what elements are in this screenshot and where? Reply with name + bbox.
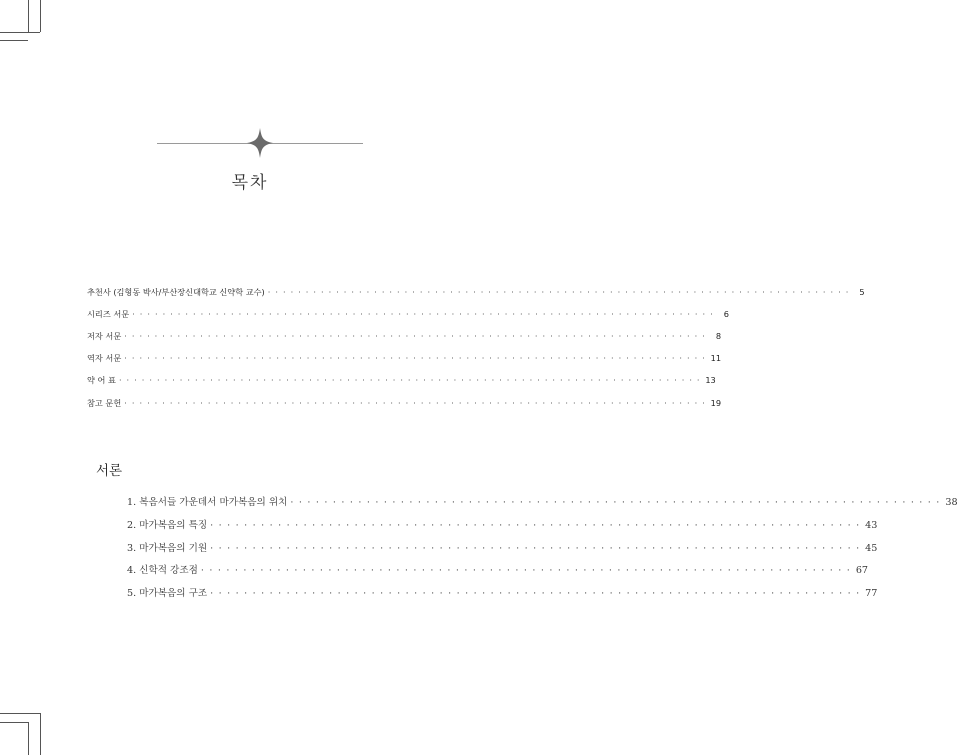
toc-entry-page: 13 xyxy=(705,375,716,385)
crop-mark-top-vertical-inner xyxy=(40,0,41,32)
toc-leader-dots: · · · · · · · · · · · · · · · · · · · · · · · · · · · · · · · · · · · · · · · · · · · · · · · · · · · · · · · · · · · · · · · · · · · · · · · · · · · · · xyxy=(210,588,861,599)
section-toc-entry[interactable] xyxy=(127,585,878,601)
title-ornament xyxy=(157,140,363,150)
toc-entry[interactable] xyxy=(87,287,865,301)
toc-entry[interactable] xyxy=(87,398,722,412)
toc-leader-dots: · · · · · · · · · · · · · · · · · · · · · · · · · · · · · · · · · · · · · · · · · · · · · · · · · · · · · · · · · · · · · · · · · · · · · · · · · · · · · xyxy=(290,497,941,508)
toc-entry-page: 19 xyxy=(710,398,722,408)
section-entry-page: 67 xyxy=(855,565,869,576)
section-toc-entry[interactable] xyxy=(127,494,958,510)
toc-entry-label: 시리즈 서문 xyxy=(87,309,130,319)
toc-entry-label: 저자 서문 xyxy=(87,331,122,341)
toc-entry-label: 추천사 (김형동 박사/부산장신대학교 신약학 교수) xyxy=(87,287,265,297)
toc-entry-label: 약 어 표 xyxy=(87,375,116,385)
section-entry-label: 3. 마가복음의 기원 xyxy=(127,543,208,554)
toc-leader-dots: · · · · · · · · · · · · · · · · · · · · · · · · · · · · · · · · · · · · · · · · · · · · · · · · · · · · · · · · · · · · · · · · · · · · · · · · · · · · · xyxy=(124,353,707,363)
toc-entry-label: 참고 문헌 xyxy=(87,398,122,408)
crop-mark-bottom-vertical-inner xyxy=(40,713,41,755)
crop-mark-top-horizontal-inner xyxy=(0,40,28,41)
section-toc-entry[interactable] xyxy=(127,517,878,533)
toc-entry-page: 6 xyxy=(723,309,729,319)
section-entry-label: 1. 복음서들 가운데서 마가복음의 위치 xyxy=(127,497,288,508)
toc-entry-label: 역자 서문 xyxy=(87,353,122,363)
crop-mark-bottom-horizontal xyxy=(0,713,40,714)
crop-mark-top-vertical xyxy=(28,0,29,32)
toc-leader-dots: · · · · · · · · · · · · · · · · · · · · · · · · · · · · · · · · · · · · · · · · · · · · · · · · · · · · · · · · · · · · · · · · · · · · · · · · · · · · · xyxy=(200,565,852,576)
section-entry-label: 2. 마가복음의 특징 xyxy=(127,520,208,531)
toc-leader-dots: · · · · · · · · · · · · · · · · · · · · · · · · · · · · · · · · · · · · · · · · · · · · · · · · · · · · · · · · · · · · · · · · · · · · · · · · · · · · · xyxy=(210,520,861,531)
toc-entry[interactable] xyxy=(87,331,722,345)
section-title: 서론 xyxy=(96,463,123,479)
toc-leader-dots: · · · · · · · · · · · · · · · · · · · · · · · · · · · · · · · · · · · · · · · · · · · · · · · · · · · · · · · · · · · · · · · · · · · · · · · · · · · · · xyxy=(124,331,707,341)
crop-mark-bottom-horizontal-inner xyxy=(0,722,28,723)
toc-leader-dots: · · · · · · · · · · · · · · · · · · · · · · · · · · · · · · · · · · · · · · · · · · · · · · · · · · · · · · · · · · · · · · · · · · · · · · · · · · · · · xyxy=(118,375,701,385)
toc-entry[interactable] xyxy=(87,375,716,389)
toc-entry-page: 8 xyxy=(715,331,722,341)
toc-entry[interactable] xyxy=(87,353,722,367)
sparkle-icon xyxy=(247,128,273,158)
section-entry-label: 5. 마가복음의 구조 xyxy=(127,588,208,599)
toc-entry[interactable] xyxy=(87,309,729,323)
section-toc-entry[interactable] xyxy=(127,562,869,578)
toc-entry-page: 11 xyxy=(710,353,722,363)
section-entry-label: 4. 신학적 강조점 xyxy=(127,565,198,576)
section-entry-page: 38 xyxy=(945,497,958,508)
crop-mark-top-horizontal xyxy=(0,32,40,33)
section-entry-page: 77 xyxy=(865,588,878,599)
toc-leader-dots: · · · · · · · · · · · · · · · · · · · · · · · · · · · · · · · · · · · · · · · · · · · · · · · · · · · · · · · · · · · · · · · · · · · · · · · · · · · · · xyxy=(267,287,850,297)
toc-leader-dots: · · · · · · · · · · · · · · · · · · · · · · · · · · · · · · · · · · · · · · · · · · · · · · · · · · · · · · · · · · · · · · · · · · · · · · · · · · · · · xyxy=(210,543,861,554)
section-entry-page: 43 xyxy=(865,520,878,531)
toc-entry-page: 5 xyxy=(859,287,865,297)
toc-leader-dots: · · · · · · · · · · · · · · · · · · · · · · · · · · · · · · · · · · · · · · · · · · · · · · · · · · · · · · · · · · · · · · · · · · · · · · · · · · · · · xyxy=(124,398,707,408)
toc-leader-dots: · · · · · · · · · · · · · · · · · · · · · · · · · · · · · · · · · · · · · · · · · · · · · · · · · · · · · · · · · · · · · · · · · · · · · · · · · · · · · xyxy=(132,309,714,319)
crop-mark-bottom-vertical xyxy=(28,722,29,755)
section-toc-entry[interactable] xyxy=(127,540,878,556)
section-entry-page: 45 xyxy=(865,543,878,554)
page-title: 목차 xyxy=(231,173,269,193)
